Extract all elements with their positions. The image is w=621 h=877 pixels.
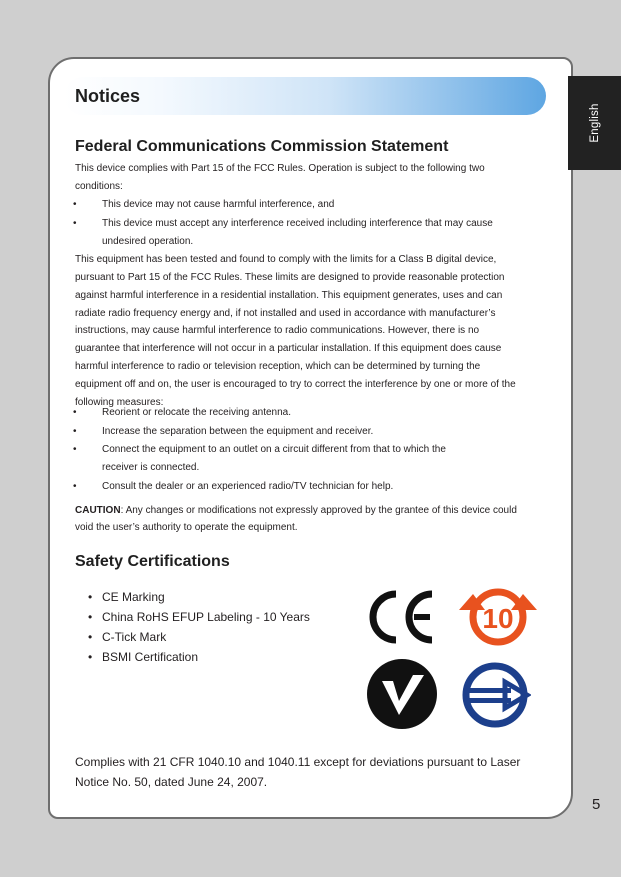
bsmi-icon [459,662,531,728]
measure-3-line1: Connect the equipment to an outlet on a circuit different from that to which the [102,444,446,455]
bullet: • [73,444,77,455]
para-line: pursuant to Part 15 of the FCC Rules. These limits are designed to provide reasonable protection [75,272,505,283]
compliance-line-2: Notice No. 50, dated June 24, 2007. [75,775,268,789]
language-tab[interactable] [568,76,621,170]
condition-2-line2: undesired operation. [102,236,194,247]
bullet: • [73,426,77,437]
para-line: instructions, may cause harmful interference to radio communications. However, there is no [75,325,480,336]
cert-item: CE Marking [102,590,165,604]
fcc-intro-1: This device complies with Part 15 of the FCC Rules. Operation is subject to the following two [75,163,485,174]
bullet: • [88,650,93,664]
para-line: following measures: [75,397,164,408]
safety-heading: Safety Certifications [75,553,230,570]
para-line: guarantee that interference will not occur in a particular installation. If this equipment does cause [75,343,502,354]
bullet: • [73,199,77,210]
compliance-line-1: Complies with 21 CFR 1040.10 and 1040.11 except for deviations pursuant to Laser [75,755,521,769]
para-line: equipment off and on, the user is encouraged to try to correct the interference by one or more of the [75,379,516,390]
bullet: • [88,610,93,624]
rohs-number: 10 [482,603,514,634]
page-number: 5 [592,796,601,813]
c-tick-icon [365,657,439,731]
para-line: against harmful interference in a residential installation. This equipment generates, uses and can [75,290,503,301]
para-line: radiate radio frequency energy and, if not installed and used in accordance with manufacturer’s [75,308,496,319]
caution-text: : Any changes or modifications not expressly approved by the grantee of this device could [120,505,517,516]
fcc-intro-2: conditions: [75,181,123,192]
bullet: • [73,218,77,229]
measure-4: Consult the dealer or an experienced radio/TV technician for help. [102,481,394,492]
caution-label: CAUTION [75,505,121,516]
bullet: • [73,481,77,492]
bullet: • [88,630,93,644]
condition-1: This device may not cause harmful interference, and [102,199,335,210]
fcc-heading: Federal Communications Commission Statement [75,138,449,155]
measure-1: Reorient or relocate the receiving antenna. [102,407,292,418]
para-line: This equipment has been tested and found to comply with the limits for a Class B digital device, [75,254,497,265]
page-title: Notices [75,86,141,106]
bullet: • [88,590,93,604]
language-tab-label: English [588,103,601,143]
cert-item: C-Tick Mark [102,630,167,644]
condition-2-line1: This device must accept any interference received including interference that may cause [102,218,493,229]
bullet: • [73,407,77,418]
cert-item: China RoHS EFUP Labeling - 10 Years [102,610,310,624]
rohs-10-icon [455,582,541,650]
caution-line-2: void the user’s authority to operate the equipment. [75,522,298,533]
measure-3-line2: receiver is connected. [102,462,200,473]
measure-2: Increase the separation between the equipment and receiver. [102,426,374,437]
cert-item: BSMI Certification [102,650,199,664]
ce-mark-icon [366,586,438,648]
para-line: harmful interference to radio or television reception, which can be determined by turning the [75,361,481,372]
caution-line-1 [75,502,547,520]
